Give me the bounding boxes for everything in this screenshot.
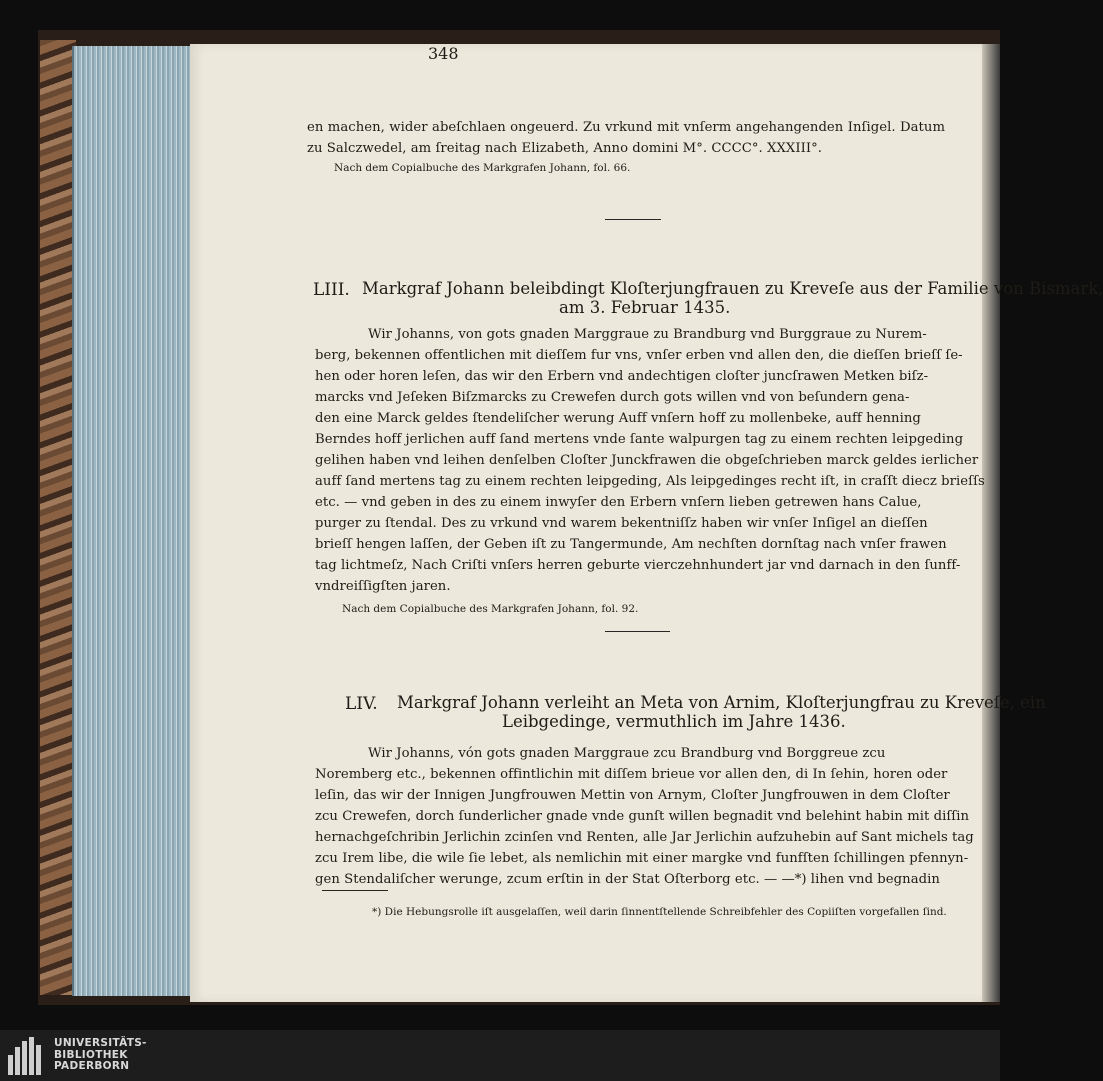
- text-line: gelihen haben vnd leihen denſelben Cloſter Junckfrawen die obgeſchrieben marck geldes ierlicher: [315, 453, 979, 468]
- section-title: Markgraf Johann beleibdingt Kloſterjungfrauen zu Kreveſe aus der Familie von Bismark,: [362, 279, 1103, 298]
- text-line: zcu Irem libe, die wile ſie lebet, als nemlichin mit einer margke vnd funfſten ſchillingen pfennyn-: [315, 851, 969, 866]
- marbled-edge: [40, 40, 76, 995]
- section-title: Markgraf Johann verleiht an Meta von Arnim, Kloſterjungfrau zu Kreveſe, ein: [397, 693, 1046, 712]
- text-line: den eine Marck geldes ſtendeliſcher werung Auff vnſern hoff zu mollenbeke, auff henning: [315, 411, 921, 426]
- footnote-rule: [322, 890, 388, 891]
- text-line: berg, bekennen offentlichen mit dieſſem fur vns, vnſer erben vnd allen den, die dieſſen brieſſ ſe-: [315, 348, 963, 363]
- text-line: vndreiſſigſten jaren.: [315, 579, 451, 594]
- text-line: Wir Johanns, vón gots gnaden Marggraue zcu Brandburg vnd Borggreue zcu: [368, 746, 886, 761]
- text-line: hen oder horen leſen, das wir den Erbern vnd andechtigen cloſter juncſrawen Metken biſz-: [315, 369, 929, 384]
- section-divider: [605, 631, 670, 632]
- library-logo-icon: [6, 1035, 48, 1077]
- text-line: marcks vnd Jeſeken Biſzmarcks zu Crewefen durch gots willen vnd von beſundern gena-: [315, 390, 910, 405]
- section-number: LIV.: [345, 694, 378, 714]
- text-line: gen Stendaliſcher werunge, zcum erſtin in der Stat Oſterborg etc. — —*) lihen vnd begnadin: [315, 872, 940, 887]
- source-note: Nach dem Copialbuche des Markgrafen Johann, fol. 66.: [334, 162, 631, 174]
- page-shadow: [982, 44, 1000, 1002]
- section-divider: [605, 219, 661, 220]
- text-line: etc. — vnd geben in des zu einem inwyſer den Erbern vnſern lieben getrewen hans Calue,: [315, 495, 922, 510]
- text-line: zcu Crewefen, dorch ſunderlicher gnade vnde gunſt willen begnadit vnd belehint habin mit diſſin: [315, 809, 970, 824]
- page-number: 348: [428, 44, 459, 63]
- library-name-line: BIBLIOTHEK: [54, 1048, 128, 1061]
- footnote: *) Die Hebungsrolle iſt ausgelaſſen, weil darin ſinnentſtellende Schreibfehler des Copiiſten vorgefallen ſind.: [372, 906, 947, 918]
- text-line: Berndes hoff jerlichen auff ſand mertens vnde ſante walpurgen tag zu einem rechten leipgeding: [315, 432, 964, 447]
- text-line: en machen, wider abeſchlaen ongeuerd. Zu vrkund mit vnſerm angehangenden Inſigel. Datum: [307, 120, 945, 135]
- library-name-line: PADERBORN: [54, 1060, 130, 1073]
- text-line: purger zu ſtendal. Des zu vrkund vnd warem bekentniſſz haben wir vnſer Inſigel an dieſſen: [315, 516, 928, 531]
- text-line: Wir Johanns, von gots gnaden Marggraue zu Brandburg vnd Burggraue zu Nurem-: [368, 327, 927, 342]
- text-line: auff ſand mertens tag zu einem rechten leipgeding, Als leipgedinges recht iſt, in craſſt diecz brieſſs: [315, 474, 985, 489]
- library-logo: [0, 1030, 160, 1081]
- text-line: leſin, das wir der Innigen Jungfrouwen Mettin von Arnym, Cloſter Jungfrouwen in dem Cloſter: [315, 788, 950, 803]
- text-line: tag lichtmeſz, Nach Criſti vnſers herren geburte vierczehnhundert jar vnd darnach in den ſunff-: [315, 558, 961, 573]
- text-line: Noremberg etc., bekennen offintlichin mit diſſem brieue vor allen den, di In ſehin, horen oder: [315, 767, 948, 782]
- page-edges: [72, 46, 192, 996]
- section-title: am 3. Februar 1435.: [559, 298, 731, 317]
- text-line: zu Salczwedel, am ſreitag nach Elizabeth, Anno domini M°. CCCC°. XXXIII°.: [307, 141, 822, 156]
- text-line: hernachgeſchribin Jerlichin zcinſen vnd Renten, alle Jar Jerlichin aufzuhebin auf Sant michels tag: [315, 830, 974, 845]
- section-title: Leibgedinge, vermuthlich im Jahre 1436.: [502, 712, 846, 731]
- source-note: Nach dem Copialbuche des Markgrafen Johann, fol. 92.: [342, 603, 639, 615]
- library-name-line: UNIVERSITÄTS-: [54, 1037, 147, 1050]
- section-number: LIII.: [313, 280, 350, 300]
- text-line: brieſſ hengen laſſen, der Geben iſt zu Tangermunde, Am nechſten dornſtag nach vnſer frawen: [315, 537, 947, 552]
